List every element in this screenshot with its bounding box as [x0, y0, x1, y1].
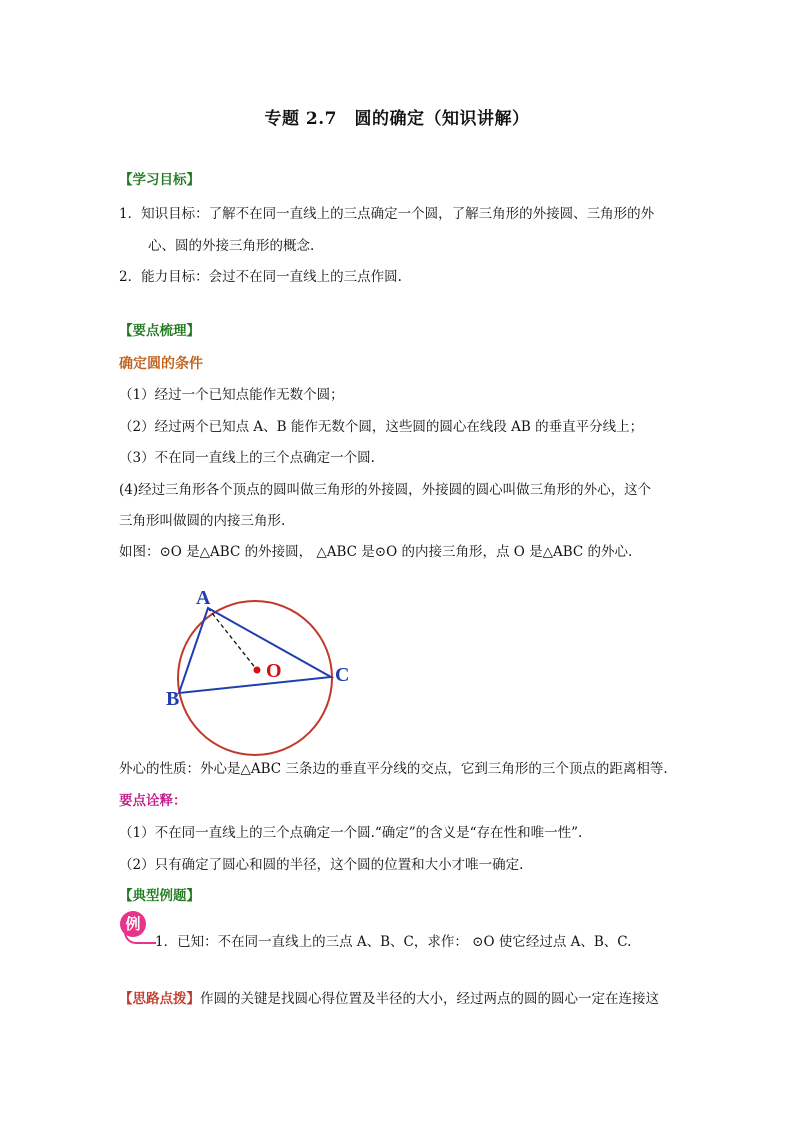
note-item: （1）不在同一直线上的三个点确定一个圆.“确定”的含义是“存在性和唯一性”. — [119, 825, 583, 841]
label-o: O — [266, 660, 282, 682]
example-question: 1．已知：不在同一直线上的三点 A、B、C，求作： ⊙O 使它经过点 A、B、C. — [155, 934, 632, 950]
key-points-subheading: 确定圆的条件 — [119, 356, 203, 372]
hint-line — [119, 990, 659, 1008]
point-item: (4)经过三角形各个顶点的圆叫做三角形的外接圆，外接圆的圆心叫做三角形的外心，这个 — [119, 482, 652, 498]
hint-tag: 【思路点拨】 — [119, 991, 200, 1007]
point-item: （2）经过两个已知点 A、B 能作无数个圆，这些圆的圆心在线段 AB 的垂直平分线上； — [119, 419, 644, 435]
point-item: 如图：⊙O 是△ABC 的外接圆， △ABC 是⊙O 的内接三角形，点 O 是△ABC 的外心. — [119, 544, 633, 560]
examples-heading: 【典型例题】 — [119, 888, 200, 904]
goal-item: 1．知识目标：了解不在同一直线上的三点确定一个圆，了解三角形的外接圆、三角形的外 — [119, 206, 655, 222]
triangle-abc — [179, 608, 331, 693]
example-badge: 例 — [120, 911, 146, 937]
point-item: （3）不在同一直线上的三个点确定一个圆. — [119, 450, 375, 466]
radius-dashed-line — [208, 608, 257, 670]
note-item: （2）只有确定了圆心和圆的半径，这个圆的位置和大小才唯一确定. — [119, 857, 524, 873]
point-item: 三角形叫做圆的内接三角形. — [119, 513, 286, 529]
label-a: A — [196, 587, 211, 609]
circumcircle — [178, 601, 332, 755]
goal-item: 2．能力目标：会过不在同一直线上的三点作圆. — [119, 269, 402, 285]
point-item: （1）经过一个已知点能作无数个圆； — [119, 387, 344, 403]
center-point — [254, 667, 261, 674]
label-c: C — [335, 664, 350, 686]
learning-goals-heading: 【学习目标】 — [119, 172, 200, 188]
page-title: 专题 2.7 圆的确定（知识讲解） — [264, 109, 530, 129]
goal-item: 心、圆的外接三角形的概念. — [148, 238, 315, 254]
label-b: B — [166, 688, 180, 710]
hint-text: 作圆的关键是找圆心得位置及半径的大小，经过两点的圆的圆心一定在连接这 — [200, 991, 659, 1007]
notes-heading: 要点诠释： — [119, 793, 187, 809]
circumcircle-figure — [160, 580, 380, 760]
key-points-heading: 【要点梳理】 — [119, 323, 200, 339]
circumcenter-property: 外心的性质：外心是△ABC 三条边的垂直平分线的交点，它到三角形的三个顶点的距离相等. — [119, 761, 668, 777]
